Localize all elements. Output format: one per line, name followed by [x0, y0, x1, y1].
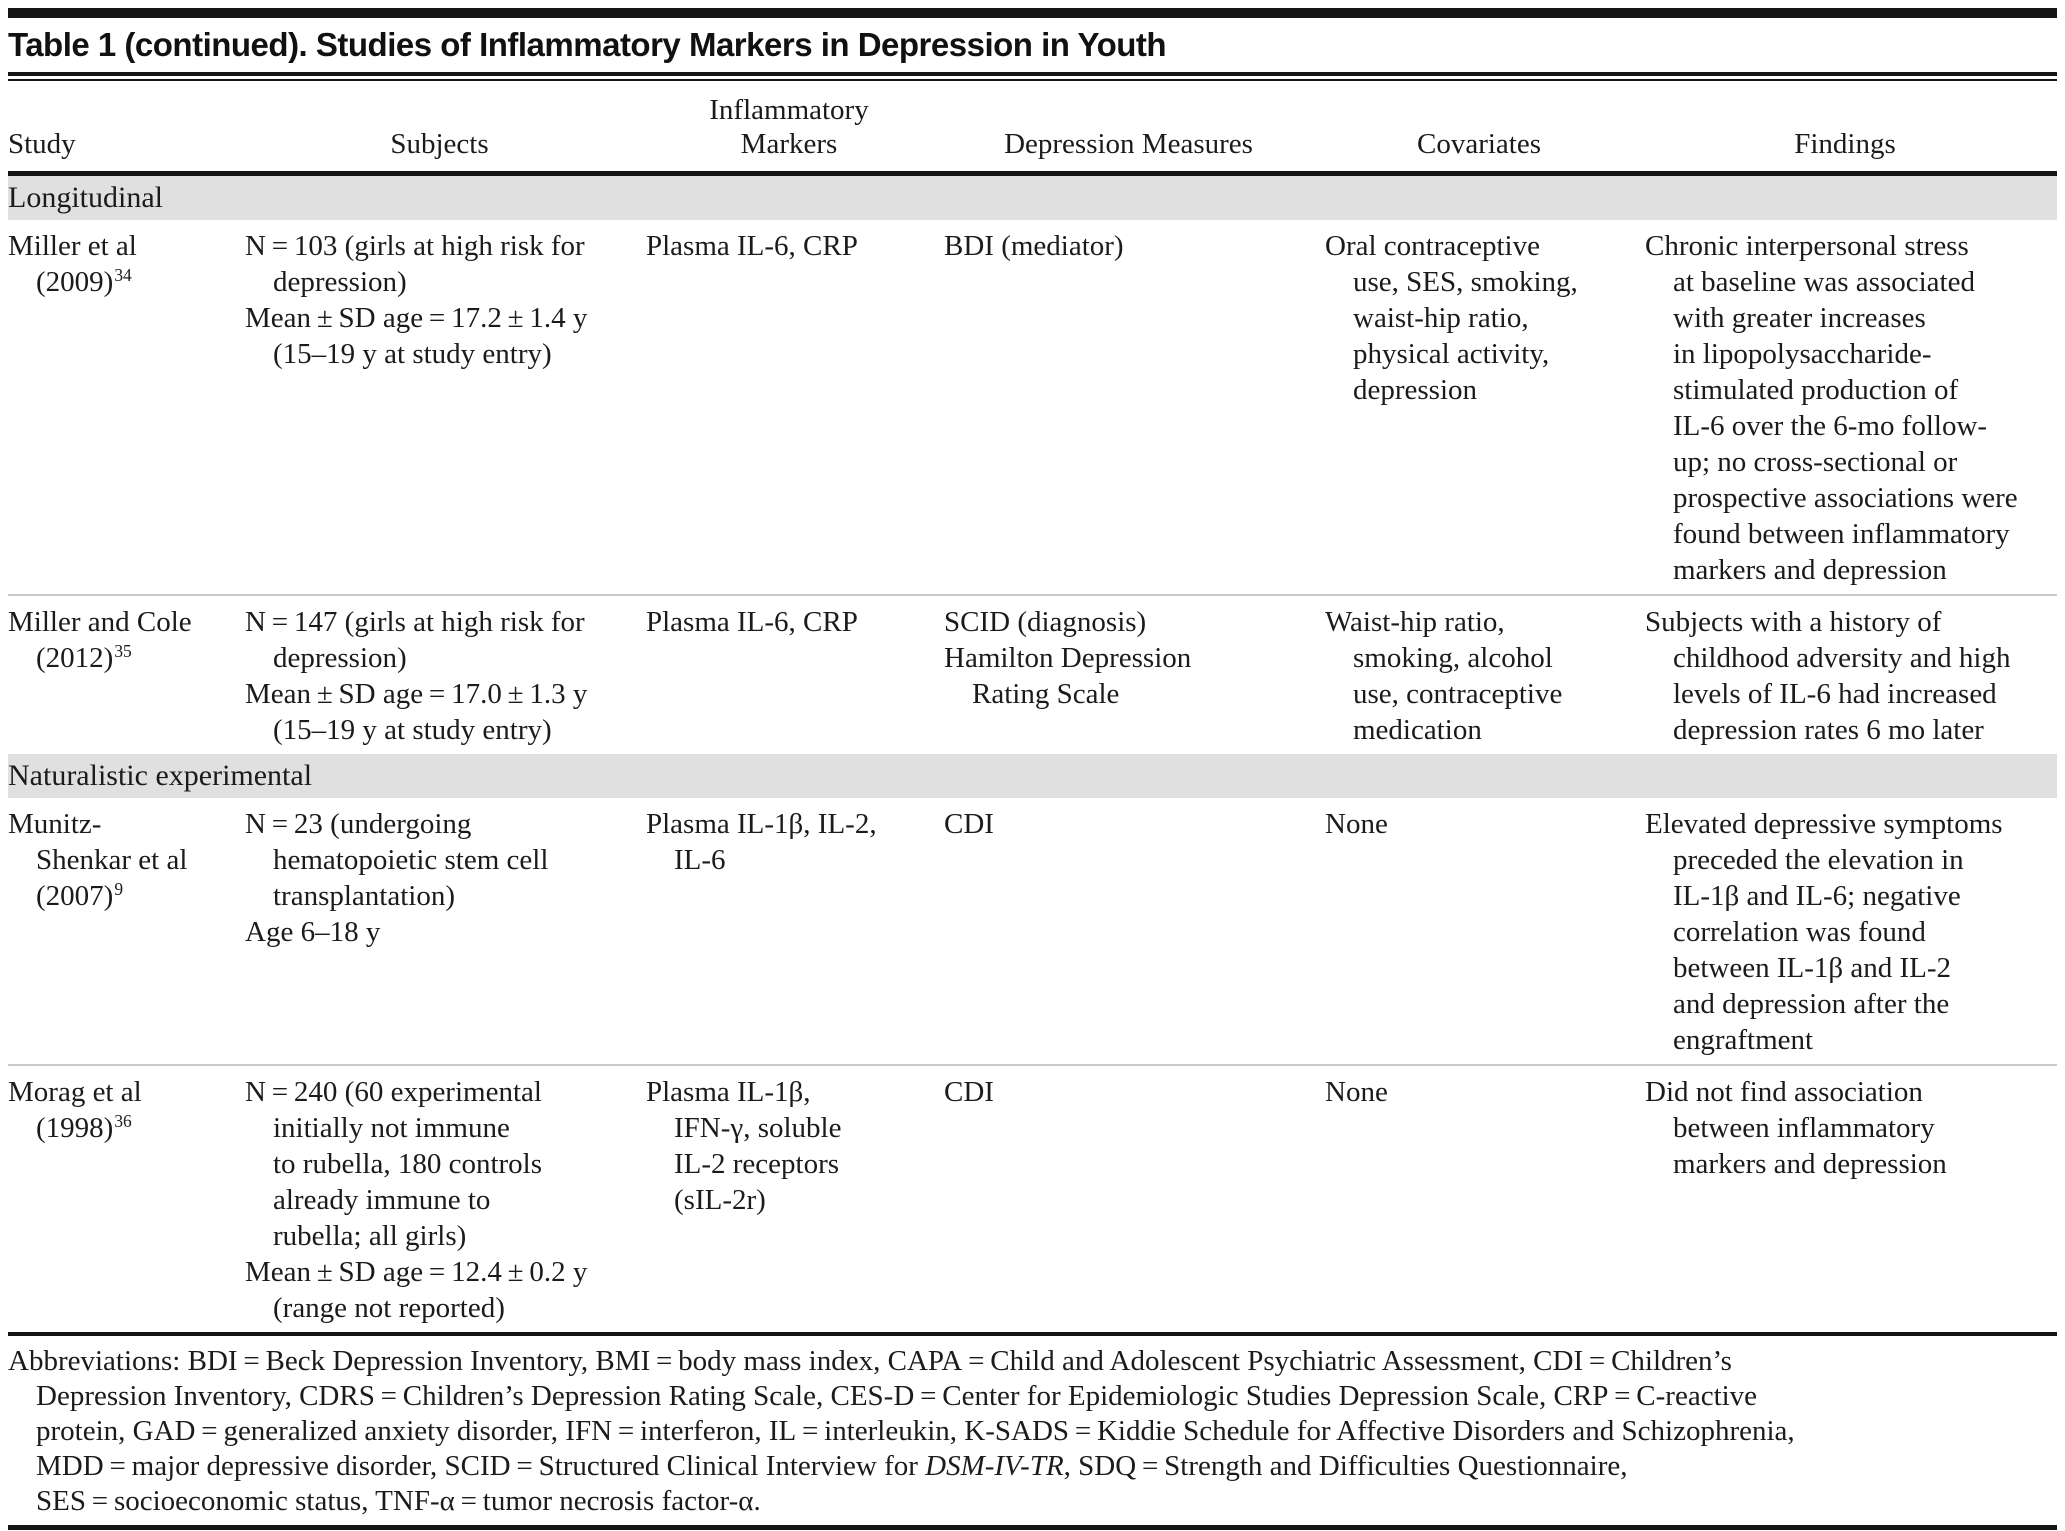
cell-paragraph	[1325, 806, 1633, 842]
cell-line: already immune to	[273, 1184, 491, 1216]
cell-line: with greater increases	[1673, 302, 1926, 334]
column-header-markers	[646, 93, 944, 161]
cell-line: Mean ± SD age = 17.0 ± 1.3 y	[245, 678, 588, 710]
cell-line: Waist-hip ratio,	[1325, 606, 1505, 638]
column-header-findings	[1645, 127, 2057, 161]
cell-paragraph	[8, 604, 233, 679]
cell-subjects	[245, 806, 646, 1058]
column-header-line: Findings	[1794, 128, 1896, 160]
cell-line: depression	[1353, 374, 1478, 406]
cell-line: Morag et al	[8, 1076, 142, 1108]
cell-findings	[1645, 604, 2057, 748]
footnote-italic-segment: DSM-IV-TR	[925, 1450, 1064, 1482]
cell-paragraph	[944, 228, 1313, 264]
cell-paragraph	[944, 1074, 1313, 1110]
footnote-line	[8, 1344, 2057, 1379]
footnote-segment: SES = socioeconomic status, TNF-α = tumor necrosis factor-α.	[36, 1485, 761, 1517]
cell-markers	[646, 228, 944, 588]
cell-line: use, contraceptive	[1353, 678, 1563, 710]
cell-line: (2007)$^9$	[36, 879, 124, 912]
cell-paragraph	[245, 806, 634, 914]
cell-study	[8, 806, 245, 1058]
cell-line: Did not find association	[1645, 1076, 1923, 1108]
cell-paragraph	[944, 604, 1313, 640]
cell-paragraph	[1325, 1074, 1633, 1110]
cell-markers	[646, 806, 944, 1058]
cell-line: medication	[1353, 714, 1482, 746]
cell-line: stimulated production of	[1673, 374, 1959, 406]
cell-line: (range not reported)	[273, 1292, 505, 1324]
cell-line: markers and depression	[1673, 1148, 1947, 1180]
cell-paragraph	[646, 604, 932, 640]
cell-line: IFN-γ, soluble	[674, 1112, 842, 1144]
cell-line: (15–19 y at study entry)	[273, 338, 552, 370]
footnote-line	[8, 1484, 2057, 1519]
cell-paragraph	[8, 806, 233, 917]
cell-line: N = 147 (girls at high risk for	[245, 606, 585, 638]
header-row	[8, 81, 2057, 171]
cell-line: (2012)$^{35}$	[36, 641, 132, 674]
cell-line: IL-6 over the 6-mo follow-	[1673, 410, 1988, 442]
cell-line: use, SES, smoking,	[1353, 266, 1578, 298]
reference-superscript: 9	[114, 879, 124, 900]
cell-line: IL-6	[674, 844, 726, 876]
cell-line: smoking, alcohol	[1353, 642, 1553, 674]
footnote-segment: Depression Inventory, CDRS = Children’s Depression Rating Scale, CES-D = Center for Epidemiologic Studies Depression Scale, CRP = C-reactive	[36, 1380, 1758, 1412]
cell-paragraph	[1645, 604, 2045, 748]
cell-line: prospective associations were	[1673, 482, 2018, 514]
column-header-subjects	[245, 127, 646, 161]
cell-paragraph	[245, 604, 634, 676]
cell-findings	[1645, 1074, 2057, 1326]
cell-line: levels of IL-6 had increased	[1673, 678, 1997, 710]
footnote	[8, 1336, 2057, 1525]
cell-line: None	[1325, 1076, 1388, 1108]
cell-line: Miller and Cole	[8, 606, 192, 638]
cell-line: between inflammatory	[1673, 1112, 1935, 1144]
cell-line: Mean ± SD age = 17.2 ± 1.4 y	[245, 302, 588, 334]
cell-paragraph	[944, 806, 1313, 842]
cell-line: CDI	[944, 808, 994, 840]
cell-paragraph	[646, 806, 932, 878]
column-header-study	[8, 127, 245, 161]
cell-line: markers and depression	[1673, 554, 1947, 586]
cell-paragraph	[245, 1074, 634, 1254]
cell-line: between IL-1β and IL-2	[1673, 952, 1952, 984]
top-rule	[8, 8, 2057, 18]
cell-line: rubella; all girls)	[273, 1220, 467, 1252]
cell-line: Elevated depressive symptoms	[1645, 808, 2003, 840]
footnote-segment: Abbreviations: BDI = Beck Depression Inventory, BMI = body mass index, CAPA = Child and Adolescent Psychiatric Assessment, CDI = Children’s	[8, 1345, 1732, 1377]
cell-paragraph	[245, 300, 634, 372]
section-band: Longitudinal	[8, 176, 2057, 220]
section-band: Naturalistic experimental	[8, 754, 2057, 798]
cell-line: hematopoietic stem cell	[273, 844, 549, 876]
cell-line: Plasma IL-1β,	[646, 1076, 811, 1108]
cell-line: Plasma IL-1β, IL-2,	[646, 808, 877, 840]
cell-line: Plasma IL-6, CRP	[646, 230, 858, 262]
cell-paragraph	[1645, 228, 2045, 588]
cell-paragraph	[245, 228, 634, 300]
cell-paragraph	[1325, 604, 1633, 748]
table-row	[8, 1064, 2057, 1332]
cell-subjects	[245, 1074, 646, 1326]
cell-line: preceded the elevation in	[1673, 844, 1964, 876]
cell-subjects	[245, 604, 646, 748]
footnote-segment: protein, GAD = generalized anxiety disorder, IFN = interferon, IL = interleukin, K-SADS = Kiddie Schedule for Affective Disorders and Schizophrenia,	[36, 1415, 1795, 1447]
bottom-rule	[8, 1525, 2057, 1530]
footnote-line	[8, 1449, 2057, 1484]
cell-measures	[944, 604, 1325, 748]
cell-line: (2009)$^{34}$	[36, 265, 132, 298]
cell-line: Chronic interpersonal stress	[1645, 230, 1969, 262]
cell-findings	[1645, 806, 2057, 1058]
cell-line: Age 6–18 y	[245, 916, 381, 948]
table-row	[8, 798, 2057, 1064]
cell-line: physical activity,	[1353, 338, 1550, 370]
cell-line: found between inflammatory	[1673, 518, 2010, 550]
cell-line: IL-1β and IL-6; negative	[1673, 880, 1961, 912]
cell-line: N = 240 (60 experimental	[245, 1076, 542, 1108]
cell-study	[8, 1074, 245, 1326]
cell-paragraph	[1325, 228, 1633, 408]
cell-measures	[944, 1074, 1325, 1326]
cell-subjects	[245, 228, 646, 588]
cell-line: IL-2 receptors	[674, 1148, 840, 1180]
cell-study	[8, 604, 245, 748]
cell-line: None	[1325, 808, 1388, 840]
column-header-line: Markers	[740, 128, 838, 160]
cell-line: CDI	[944, 1076, 994, 1108]
cell-paragraph	[245, 914, 634, 950]
cell-line: initially not immune	[273, 1112, 510, 1144]
cell-paragraph	[1645, 1074, 2045, 1182]
cell-findings	[1645, 228, 2057, 588]
cell-covariates	[1325, 228, 1645, 588]
cell-line: (15–19 y at study entry)	[273, 714, 552, 746]
reference-superscript: 34	[114, 265, 132, 286]
cell-line: childhood adversity and high	[1673, 642, 2011, 674]
cell-markers	[646, 604, 944, 748]
cell-line: correlation was found	[1673, 916, 1926, 948]
column-header-measures	[944, 127, 1325, 161]
table-title: Table 1 (continued). Studies of Inflammatory Markers in Depression in Youth	[8, 26, 1167, 63]
cell-line: Subjects with a history of	[1645, 606, 1942, 638]
cell-line: Miller et al	[8, 230, 137, 262]
cell-line: and depression after the	[1673, 988, 1950, 1020]
cell-covariates	[1325, 1074, 1645, 1326]
cell-line: N = 23 (undergoing	[245, 808, 472, 840]
cell-line: to rubella, 180 controls	[273, 1148, 543, 1180]
cell-paragraph	[8, 228, 233, 303]
cell-line: up; no cross-sectional or	[1673, 446, 1958, 478]
column-header-line: Depression Measures	[1004, 128, 1253, 160]
cell-study	[8, 228, 245, 588]
cell-line: engraftment	[1673, 1024, 1814, 1056]
reference-superscript: 36	[114, 1111, 132, 1132]
column-header-line: Inflammatory	[709, 94, 869, 126]
cell-line: (sIL-2r)	[674, 1184, 766, 1216]
cell-line: at baseline was associated	[1673, 266, 1975, 298]
cell-paragraph	[245, 676, 634, 748]
table-row	[8, 594, 2057, 754]
footnote-segment: , SDQ = Strength and Difficulties Questionnaire,	[1063, 1450, 1628, 1482]
cell-line: Munitz-	[8, 808, 102, 840]
cell-measures	[944, 228, 1325, 588]
cell-line: waist-hip ratio,	[1353, 302, 1529, 334]
cell-covariates	[1325, 806, 1645, 1058]
reference-superscript: 35	[114, 641, 132, 662]
cell-line: BDI (mediator)	[944, 230, 1124, 262]
cell-paragraph	[646, 228, 932, 264]
cell-line: N = 103 (girls at high risk for	[245, 230, 585, 262]
cell-line: Plasma IL-6, CRP	[646, 606, 858, 638]
cell-line: Hamilton Depression	[944, 642, 1192, 674]
column-header-covariates	[1325, 127, 1645, 161]
title-rule	[8, 72, 2057, 81]
column-header-line: Subjects	[390, 128, 489, 160]
cell-line: depression rates 6 mo later	[1673, 714, 1984, 746]
cell-line: in lipopolysaccharide-	[1673, 338, 1932, 370]
cell-line: Rating Scale	[972, 678, 1120, 710]
cell-line: SCID (diagnosis)	[944, 606, 1147, 638]
cell-line: depression)	[273, 642, 407, 674]
table-body	[8, 176, 2057, 1332]
cell-covariates	[1325, 604, 1645, 748]
table-row	[8, 220, 2057, 594]
footnote-segment: MDD = major depressive disorder, SCID = Structured Clinical Interview for	[36, 1450, 926, 1482]
column-header-line: Study	[8, 128, 76, 160]
footnote-line	[8, 1379, 2057, 1414]
cell-paragraph	[245, 1254, 634, 1326]
cell-line: Shenkar et al	[36, 844, 188, 876]
cell-paragraph	[8, 1074, 233, 1149]
cell-markers	[646, 1074, 944, 1326]
cell-measures	[944, 806, 1325, 1058]
cell-line: Oral contraceptive	[1325, 230, 1540, 262]
cell-paragraph	[944, 640, 1313, 712]
column-header-line: Covariates	[1416, 128, 1541, 160]
cell-line: depression)	[273, 266, 407, 298]
cell-line: (1998)$^{36}$	[36, 1111, 132, 1144]
cell-paragraph	[1645, 806, 2045, 1058]
cell-line: transplantation)	[273, 880, 456, 912]
cell-line: Mean ± SD age = 12.4 ± 0.2 y	[245, 1256, 588, 1288]
cell-paragraph	[646, 1074, 932, 1218]
footnote-line	[8, 1414, 2057, 1449]
